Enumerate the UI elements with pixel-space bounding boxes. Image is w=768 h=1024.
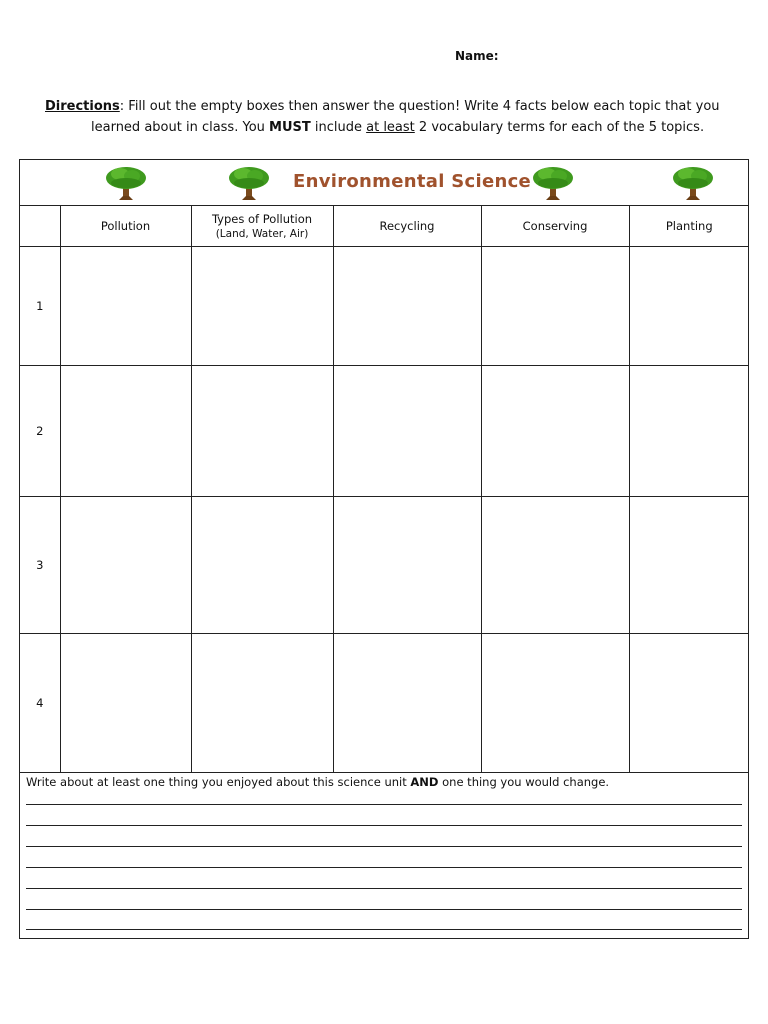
fact-cell[interactable] — [629, 496, 749, 633]
fact-cell[interactable] — [60, 246, 191, 365]
directions-must: MUST — [269, 120, 311, 135]
fact-cell[interactable] — [629, 246, 749, 365]
fact-cell[interactable] — [481, 246, 629, 365]
title-row — [20, 160, 748, 206]
fact-cell[interactable] — [60, 496, 191, 633]
row-number: 4 — [20, 633, 60, 772]
row-number: 3 — [20, 496, 60, 633]
row-number: 1 — [20, 246, 60, 365]
header-conserving: Conserving — [481, 206, 629, 246]
header-planting: Planting — [629, 206, 749, 246]
directions-label: Directions — [45, 99, 120, 114]
fact-cell[interactable] — [629, 633, 749, 772]
directions-text-3: include — [310, 120, 367, 135]
fact-cell[interactable] — [191, 365, 333, 496]
fact-cell[interactable] — [481, 496, 629, 633]
reflection-prompt-2: one thing you would change. — [438, 775, 610, 789]
fact-cell[interactable] — [333, 365, 481, 496]
fact-cell[interactable] — [191, 633, 333, 772]
header-recycling: Recycling — [333, 206, 481, 246]
fact-cell[interactable] — [629, 365, 749, 496]
fact-cell[interactable] — [481, 365, 629, 496]
fact-cell[interactable] — [481, 633, 629, 772]
reflection-area[interactable] — [20, 772, 748, 938]
table-row — [20, 365, 749, 496]
writing-line[interactable] — [26, 804, 742, 805]
reflection-prompt-1: Write about at least one thing you enjoyed about this science unit — [26, 775, 411, 789]
header-types-sub: (Land, Water, Air) — [215, 227, 309, 240]
tree-icon — [531, 164, 575, 202]
header-types-of-pollution — [191, 206, 333, 246]
directions-text-2: learned about in class. You — [91, 120, 270, 135]
directions-line-2 — [45, 117, 745, 138]
worksheet — [19, 159, 749, 939]
fact-cell[interactable] — [60, 633, 191, 772]
table-row — [20, 496, 749, 633]
table-header-row — [20, 206, 749, 246]
directions-text-4: 2 vocabulary terms for each of the 5 topics. — [414, 120, 705, 135]
writing-line[interactable] — [26, 909, 742, 910]
directions-text-1: : Fill out the empty boxes then answer the question! Write 4 facts below each topic that you — [119, 99, 720, 114]
writing-line[interactable] — [26, 888, 742, 889]
tree-icon — [671, 164, 715, 202]
reflection-prompt — [26, 775, 609, 789]
table-row — [20, 633, 749, 772]
fact-cell[interactable] — [333, 496, 481, 633]
row-number: 2 — [20, 365, 60, 496]
reflection-and: AND — [410, 775, 439, 789]
fact-cell[interactable] — [333, 633, 481, 772]
directions — [45, 96, 745, 138]
header-types-label: Types of Pollution — [211, 211, 313, 226]
writing-line[interactable] — [26, 825, 742, 826]
table-row — [20, 246, 749, 365]
writing-line[interactable] — [26, 929, 742, 930]
header-cell-blank — [20, 206, 60, 246]
worksheet-title: Environmental Science — [293, 171, 532, 192]
fact-cell[interactable] — [191, 496, 333, 633]
directions-at-least: at least — [366, 120, 415, 135]
tree-icon — [227, 164, 271, 202]
fact-cell[interactable] — [333, 246, 481, 365]
header-pollution: Pollution — [60, 206, 191, 246]
tree-icon — [104, 164, 148, 202]
name-label: Name: — [455, 49, 499, 63]
fact-cell[interactable] — [191, 246, 333, 365]
fact-cell[interactable] — [60, 365, 191, 496]
writing-line[interactable] — [26, 846, 742, 847]
facts-table — [20, 206, 749, 773]
writing-line[interactable] — [26, 867, 742, 868]
